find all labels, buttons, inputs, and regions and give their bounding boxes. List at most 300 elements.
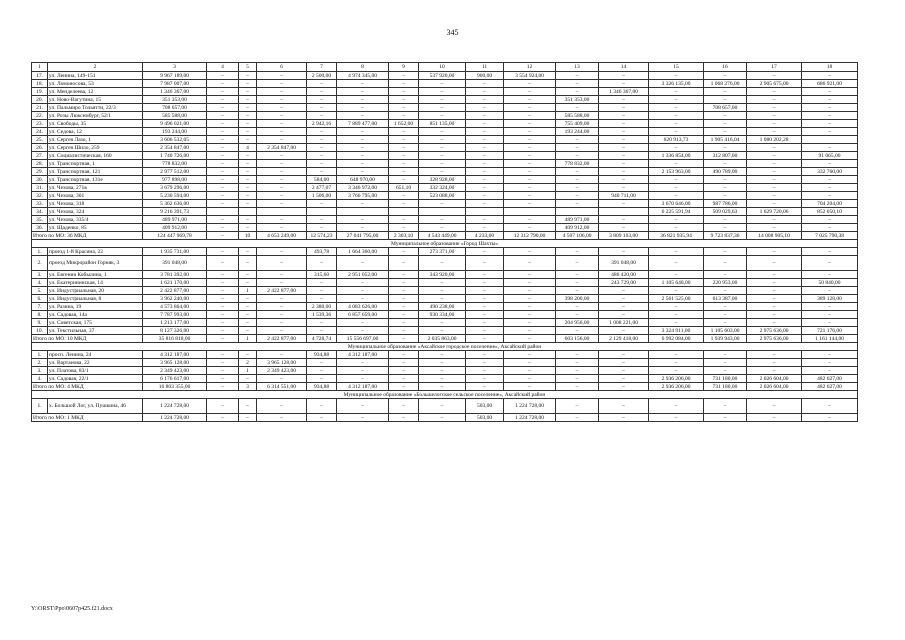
value-cell: – (389, 192, 419, 200)
total-cell: – (389, 414, 419, 422)
value-cell: – (599, 375, 649, 383)
value-cell (389, 208, 419, 216)
value-cell: – (599, 248, 649, 256)
value-cell: 409 912,00 (556, 224, 599, 232)
value-cell: – (599, 120, 649, 128)
value-cell: 755 409,00 (556, 120, 599, 128)
value-cell: 2 977 512,00 (143, 168, 207, 176)
value-cell: – (802, 144, 858, 152)
value-cell: – (802, 88, 858, 96)
value-cell: – (599, 136, 649, 144)
value-cell: 490 789,00 (704, 168, 747, 176)
total-cell: 603 156,00 (556, 335, 599, 343)
table-row (32, 200, 858, 208)
row-number: 6. (32, 295, 48, 303)
value-cell: – (599, 351, 649, 359)
table-row (32, 96, 858, 104)
value-cell: – (239, 88, 257, 96)
value-cell: – (419, 224, 466, 232)
value-cell: – (504, 375, 556, 383)
column-number: 6 (257, 63, 307, 72)
value-cell: – (466, 192, 504, 200)
value-cell: – (704, 319, 747, 327)
total-cell: 2 936 206,00 (649, 383, 704, 391)
address-cell: ул. Менделеева, 12 (48, 88, 143, 96)
value-cell: – (419, 351, 466, 359)
address-cell: ул. Советская, 175 (48, 319, 143, 327)
row-number: 8. (32, 311, 48, 319)
value-cell: – (239, 279, 257, 287)
table-row (32, 72, 858, 80)
value-cell (207, 208, 239, 216)
value-cell: – (599, 216, 649, 224)
value-cell: – (207, 279, 239, 287)
value-cell: – (239, 295, 257, 303)
value-cell: – (466, 136, 504, 144)
value-cell: 2 153 963,00 (649, 168, 704, 176)
row-number: 4. (32, 279, 48, 287)
value-cell: – (389, 303, 419, 311)
column-number: 18 (802, 63, 858, 72)
address-cell: ул. Чехова, 335/4 (48, 216, 143, 224)
value-cell: – (207, 367, 239, 375)
value-cell: – (599, 367, 649, 375)
row-number: 23. (32, 120, 48, 128)
value-cell: – (649, 303, 704, 311)
table-row (32, 295, 858, 303)
total-cell: – (504, 335, 556, 343)
row-number: 3. (32, 271, 48, 279)
value-cell: 2 561 525,00 (649, 295, 704, 303)
value-cell: – (504, 287, 556, 295)
value-cell: – (389, 72, 419, 80)
value-cell: 1 629 720,06 (747, 208, 802, 216)
value-cell: – (747, 72, 802, 80)
value-cell: – (257, 224, 307, 232)
value-cell: – (504, 256, 556, 271)
value-cell: – (207, 311, 239, 319)
value-cell: – (704, 72, 747, 80)
value-cell: – (337, 200, 389, 208)
value-cell: 493,78 (307, 248, 337, 256)
value-cell: 4 573 864,00 (143, 303, 207, 311)
value-cell: – (419, 200, 466, 208)
value-cell: 7 889 477,00 (337, 120, 389, 128)
value-cell: 3 670 646,00 (649, 200, 704, 208)
row-number: 34. (32, 208, 48, 216)
value-cell: – (504, 160, 556, 168)
value-cell: – (257, 351, 307, 359)
value-cell: – (599, 311, 649, 319)
value-cell: – (649, 160, 704, 168)
value-cell: 3 781 392,00 (143, 271, 207, 279)
value-cell: – (747, 359, 802, 367)
value-cell: – (389, 80, 419, 88)
address-cell: ул. Чехова, 271в (48, 184, 143, 192)
value-cell: – (649, 224, 704, 232)
total-cell: 3 (239, 383, 257, 391)
value-cell: 2 354 847,00 (143, 144, 207, 152)
value-cell: – (337, 367, 389, 375)
value-cell: – (389, 367, 419, 375)
address-cell: проезд 1-й Красина, 22 (48, 248, 143, 256)
total-cell: 2 303,10 (389, 232, 419, 240)
value-cell: – (599, 359, 649, 367)
value-cell: – (257, 295, 307, 303)
total-cell: – (257, 414, 307, 422)
value-cell: – (207, 72, 239, 80)
table-row (32, 136, 858, 144)
row-number: 29. (32, 168, 48, 176)
value-cell: – (704, 96, 747, 104)
value-cell: 1 346 367,00 (599, 88, 649, 96)
total-cell: 4 233,00 (466, 232, 504, 240)
value-cell: – (466, 279, 504, 287)
value-cell: – (207, 96, 239, 104)
value-cell: – (504, 96, 556, 104)
total-label: Итого по МО: 1 МКД (32, 414, 143, 422)
value-cell: – (207, 128, 239, 136)
value-cell: – (504, 88, 556, 96)
value-cell: – (747, 152, 802, 160)
row-number: 22. (32, 112, 48, 120)
value-cell: – (747, 96, 802, 104)
value-cell: – (389, 128, 419, 136)
value-cell: 3 324 911,00 (649, 327, 704, 335)
total-cell: – (207, 383, 239, 391)
value-cell: – (466, 88, 504, 96)
value-cell: – (802, 120, 858, 128)
value-cell: – (337, 96, 389, 104)
value-cell: – (599, 160, 649, 168)
value-cell: – (704, 112, 747, 120)
value-cell: – (802, 359, 858, 367)
value-cell: 2 942,16 (307, 120, 337, 128)
value-cell: – (747, 176, 802, 184)
value-cell: – (802, 72, 858, 80)
value-cell: – (389, 327, 419, 335)
value-cell: – (556, 311, 599, 319)
row-number: 1. (32, 351, 48, 359)
value-cell: – (649, 128, 704, 136)
value-cell: – (337, 152, 389, 160)
value-cell: – (207, 216, 239, 224)
value-cell: – (466, 120, 504, 128)
value-cell: 3 962 240,00 (143, 295, 207, 303)
value-cell: – (466, 359, 504, 367)
total-cell: 4 312 187,00 (337, 383, 389, 391)
value-cell: 851 135,00 (419, 120, 466, 128)
section-row (32, 391, 858, 399)
value-cell: – (649, 216, 704, 224)
value-cell: – (599, 184, 649, 192)
value-cell: 391 048,00 (143, 256, 207, 271)
value-cell: – (649, 271, 704, 279)
column-number: 17 (747, 63, 802, 72)
value-cell: 778 832,00 (556, 160, 599, 168)
column-number: 12 (504, 63, 556, 72)
total-cell: 1 161 144,00 (802, 335, 858, 343)
value-cell: 584,00 (307, 176, 337, 184)
value-cell: – (704, 176, 747, 184)
value-cell: – (704, 128, 747, 136)
value-cell: – (466, 295, 504, 303)
value-cell: 2 422 877,00 (143, 287, 207, 295)
value-cell: – (337, 216, 389, 224)
value-cell: – (257, 311, 307, 319)
column-number: 16 (704, 63, 747, 72)
value-cell: 1 346 367,00 (143, 88, 207, 96)
value-cell: – (239, 192, 257, 200)
value-cell: – (504, 104, 556, 112)
value-cell: – (599, 200, 649, 208)
value-cell: – (239, 128, 257, 136)
column-number: 2 (48, 63, 143, 72)
column-number: 10 (419, 63, 466, 72)
value-cell: – (207, 287, 239, 295)
value-cell: – (239, 120, 257, 128)
value-cell: 2 975 636,00 (747, 327, 802, 335)
value-cell: – (747, 224, 802, 232)
value-cell: – (307, 136, 337, 144)
value-cell: 343 920,00 (419, 271, 466, 279)
total-cell: 4 728,74 (307, 335, 337, 343)
value-cell: 708 657,00 (704, 104, 747, 112)
value-cell: 398 200,00 (556, 295, 599, 303)
value-cell: – (802, 104, 858, 112)
value-cell: – (389, 104, 419, 112)
value-cell: – (649, 112, 704, 120)
municipality-title: Муниципальное образование «Аксайское городское поселение», Аксайский район (32, 343, 858, 351)
total-cell: 9 723 837,36 (704, 232, 747, 240)
value-cell: – (504, 112, 556, 120)
value-cell: – (649, 88, 704, 96)
row-number: 28. (32, 160, 48, 168)
value-cell: – (207, 399, 239, 414)
value-cell: – (802, 256, 858, 271)
column-number: 13 (556, 63, 599, 72)
value-cell: – (389, 160, 419, 168)
value-cell: 934,88 (307, 351, 337, 359)
value-cell: – (649, 359, 704, 367)
row-number: 2. (32, 359, 48, 367)
value-cell: 193 244,00 (556, 128, 599, 136)
value-cell: 243 729,00 (599, 279, 649, 287)
row-number: 1. (32, 399, 48, 414)
value-cell: – (257, 327, 307, 335)
value-cell: – (556, 351, 599, 359)
value-cell: – (747, 279, 802, 287)
value-cell: – (307, 375, 337, 383)
value-cell: 721 176,00 (802, 327, 858, 335)
row-number: 27. (32, 152, 48, 160)
total-cell: 4 653 249,00 (257, 232, 307, 240)
value-cell: – (337, 399, 389, 414)
value-cell: – (504, 248, 556, 256)
total-cell: 1 (239, 335, 257, 343)
value-cell: – (466, 112, 504, 120)
value-cell: – (337, 144, 389, 152)
row-number: 10. (32, 327, 48, 335)
value-cell: – (337, 88, 389, 96)
value-cell: – (704, 256, 747, 271)
value-cell: 2 349 423,00 (143, 367, 207, 375)
row-number: 32. (32, 192, 48, 200)
value-cell: – (599, 96, 649, 104)
value-cell: – (747, 303, 802, 311)
value-cell: – (389, 200, 419, 208)
value-cell: 1 224 728,00 (504, 399, 556, 414)
value-cell: – (556, 168, 599, 176)
value-cell: – (556, 136, 599, 144)
value-cell: 9 216 391,73 (143, 208, 207, 216)
value-cell: – (239, 248, 257, 256)
value-cell: 1 506,00 (307, 192, 337, 200)
value-cell: – (649, 248, 704, 256)
value-cell: – (747, 192, 802, 200)
value-cell: – (207, 248, 239, 256)
value-cell: – (802, 96, 858, 104)
address-cell: ул. Чехова, 324 (48, 208, 143, 216)
value-cell: 1 935 731,00 (143, 248, 207, 256)
total-cell: 503,00 (466, 414, 504, 422)
row-number: 24. (32, 128, 48, 136)
value-cell: 2 936 206,00 (649, 375, 704, 383)
value-cell: – (556, 271, 599, 279)
value-cell: – (556, 248, 599, 256)
value-cell: – (207, 160, 239, 168)
value-cell: – (257, 152, 307, 160)
value-cell: – (307, 216, 337, 224)
column-number: 4 (207, 63, 239, 72)
capital-repair-table (31, 62, 858, 422)
value-cell: – (466, 216, 504, 224)
value-cell: – (556, 80, 599, 88)
value-cell: 4 312 187,00 (143, 351, 207, 359)
value-cell: – (239, 152, 257, 160)
value-cell: 7 987 007,00 (143, 80, 207, 88)
value-cell: – (389, 112, 419, 120)
value-cell (419, 208, 466, 216)
table-row (32, 248, 858, 256)
address-cell: ул. Чехова, 301 (48, 192, 143, 200)
value-cell: – (556, 184, 599, 192)
value-cell: 489 971,00 (556, 216, 599, 224)
value-cell: 2 422 877,00 (257, 287, 307, 295)
value-cell: – (337, 295, 389, 303)
value-cell: – (504, 295, 556, 303)
row-number: 5. (32, 287, 48, 295)
value-cell: – (504, 128, 556, 136)
total-cell: – (239, 414, 257, 422)
value-cell: – (504, 351, 556, 359)
value-cell: – (257, 399, 307, 414)
value-cell: – (389, 375, 419, 383)
value-cell: – (307, 112, 337, 120)
value-cell: – (802, 311, 858, 319)
value-cell: – (337, 104, 389, 112)
table-row (32, 367, 858, 375)
total-cell: 15 556 697,00 (337, 335, 389, 343)
value-cell: 1 621 170,00 (143, 279, 207, 287)
value-cell: – (466, 200, 504, 208)
value-cell: 778 832,00 (143, 160, 207, 168)
value-cell: 1 740 726,00 (143, 152, 207, 160)
file-path-footer: Y:\ORST\Ppo\0607p425.f21.docx (31, 606, 113, 612)
value-cell: – (704, 184, 747, 192)
value-cell: – (419, 96, 466, 104)
value-cell: – (747, 144, 802, 152)
value-cell: – (207, 200, 239, 208)
value-cell: 613 387,00 (704, 295, 747, 303)
value-cell: – (239, 72, 257, 80)
row-number: 25. (32, 136, 48, 144)
total-cell: 2 129 418,00 (599, 335, 649, 343)
value-cell: 1 336 854,00 (649, 152, 704, 160)
value-cell: – (599, 327, 649, 335)
row-number: 3. (32, 367, 48, 375)
value-cell: – (466, 80, 504, 88)
total-label: Итого по МО: 36 МКД (32, 232, 143, 240)
value-cell: – (239, 136, 257, 144)
value-cell: 509 029,63 (704, 208, 747, 216)
value-cell: – (207, 112, 239, 120)
value-cell: 3 965 128,00 (257, 359, 307, 367)
address-cell: ул. Платова, 83/1 (48, 367, 143, 375)
value-cell: 1 (239, 367, 257, 375)
address-cell: ул. Садовая, 14а (48, 311, 143, 319)
value-cell: – (704, 216, 747, 224)
value-cell: – (466, 128, 504, 136)
value-cell: – (466, 271, 504, 279)
value-cell: 3 965 128,00 (143, 359, 207, 367)
value-cell: – (389, 96, 419, 104)
value-cell: – (704, 287, 747, 295)
value-cell: – (599, 80, 649, 88)
value-cell: – (704, 311, 747, 319)
value-cell: – (704, 351, 747, 359)
value-cell: 3 679 296,00 (143, 184, 207, 192)
value-cell: – (802, 399, 858, 414)
value-cell: – (466, 176, 504, 184)
value-cell: – (257, 279, 307, 287)
value-cell: – (556, 303, 599, 311)
value-cell: – (466, 184, 504, 192)
value-cell: – (599, 104, 649, 112)
address-cell: ул. Сергея Лазо, 1 (48, 136, 143, 144)
row-number: 19. (32, 88, 48, 96)
table-row (32, 176, 858, 184)
value-cell: 503,00 (466, 399, 504, 414)
value-cell: – (207, 327, 239, 335)
value-cell: – (599, 144, 649, 152)
value-cell: 1 652,00 (389, 120, 419, 128)
value-cell (599, 208, 649, 216)
total-cell: 2 975 636,00 (747, 335, 802, 343)
value-cell: – (802, 271, 858, 279)
value-cell: 523 088,00 (419, 192, 466, 200)
value-cell: – (556, 88, 599, 96)
total-cell: – (504, 383, 556, 391)
table-row (32, 311, 858, 319)
value-cell: – (389, 287, 419, 295)
value-cell: – (704, 248, 747, 256)
column-number: 5 (239, 63, 257, 72)
value-cell: – (649, 96, 704, 104)
address-cell: ул. Свободы, 35 (48, 120, 143, 128)
total-cell: – (419, 414, 466, 422)
value-cell: – (257, 271, 307, 279)
